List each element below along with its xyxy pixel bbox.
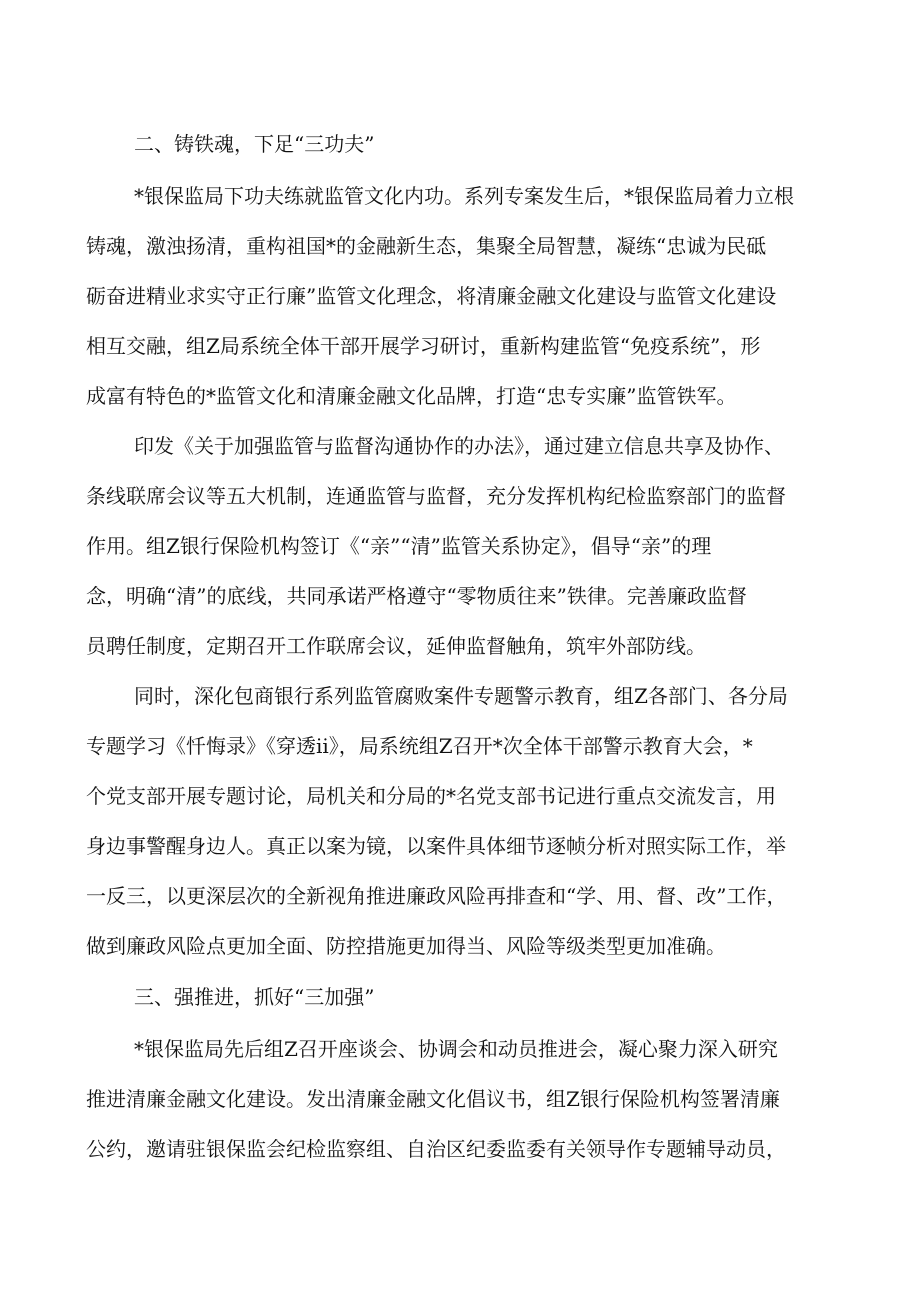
paragraph-line: 公约，邀请驻银保监会纪检监察组、自治区纪委监委有关领导作专题辅导动员，: [86, 1137, 786, 1161]
paragraph-line: 身边事警醒身边人。真正以案为镜，以案件具体细节逐帧分析对照实际工作，举: [86, 834, 786, 858]
paragraph-line: 作用。组Z银行保险机构签订《“亲”“清”监管关系协定》，倡导“亲”的理: [86, 534, 712, 558]
section-heading-2: 二、铸铁魂，下足“三功夫”: [134, 132, 375, 156]
paragraph-line: 专题学习《忏悔录》《穿透ii》，局系统组Z召开*次全体干部警示教育大会，*: [86, 734, 753, 758]
document-body: [86, 118, 838, 1174]
paragraph-line: 砺奋进精业求实守正行廉”监管文化理念，将清廉金融文化建设与监管文化建设: [86, 284, 777, 308]
paragraph-line: 印发《关于加强监管与监督沟通协作的办法》，通过建立信息共享及协作、: [134, 434, 784, 458]
paragraph-line: *银保监局下功夫练就监管文化内功。系列专案发生后，*银保监局着力立根: [134, 184, 794, 208]
paragraph-line: 相互交融，组Z局系统全体干部开展学习研讨，重新构建监管“免疫系统”，形: [86, 334, 761, 358]
paragraph-line: 同时，深化包商银行系列监管腐败案件专题警示教育，组Z各部门、各分局: [134, 684, 788, 708]
paragraph-line: 条线联席会议等五大机制，连通监管与监督，充分发挥机构纪检监察部门的监督: [86, 484, 786, 508]
paragraph-line: 成富有特色的*监管文化和清廉金融文化品牌，打造“忠专实廉”监管铁军。: [86, 384, 737, 408]
section-heading-3: 三、强推进，抓好“三加强”: [134, 985, 375, 1009]
paragraph-line: *银保监局先后组Z召开座谈会、协调会和动员推进会，凝心聚力深入研究: [134, 1037, 778, 1061]
paragraph-line: 员聘任制度，定期召开工作联席会议，延伸监督触角，筑牢外部防线。: [86, 634, 706, 658]
paragraph-line: 铸魂，激浊扬清，重构祖国*的金融新生态，集聚全局智慧，凝练“忠诚为民砥: [86, 234, 767, 258]
paragraph-line: 念，明确“清”的底线，共同承诺严格遵守“零物质往来”铁律。完善廉政监督: [86, 584, 747, 608]
paragraph-line: 推进清廉金融文化建设。发出清廉金融文化倡议书，组Z银行保险机构签署清廉: [86, 1087, 780, 1111]
paragraph-line: 个党支部开展专题讨论，局机关和分局的*名党支部书记进行重点交流发言，用: [86, 784, 776, 808]
paragraph-line: 做到廉政风险点更加全面、防控措施更加得当、风险等级类型更加准确。: [86, 934, 726, 958]
paragraph-line: 一反三，以更深层次的全新视角推进廉政风险再排查和“学、用、督、改”工作，: [86, 884, 787, 908]
